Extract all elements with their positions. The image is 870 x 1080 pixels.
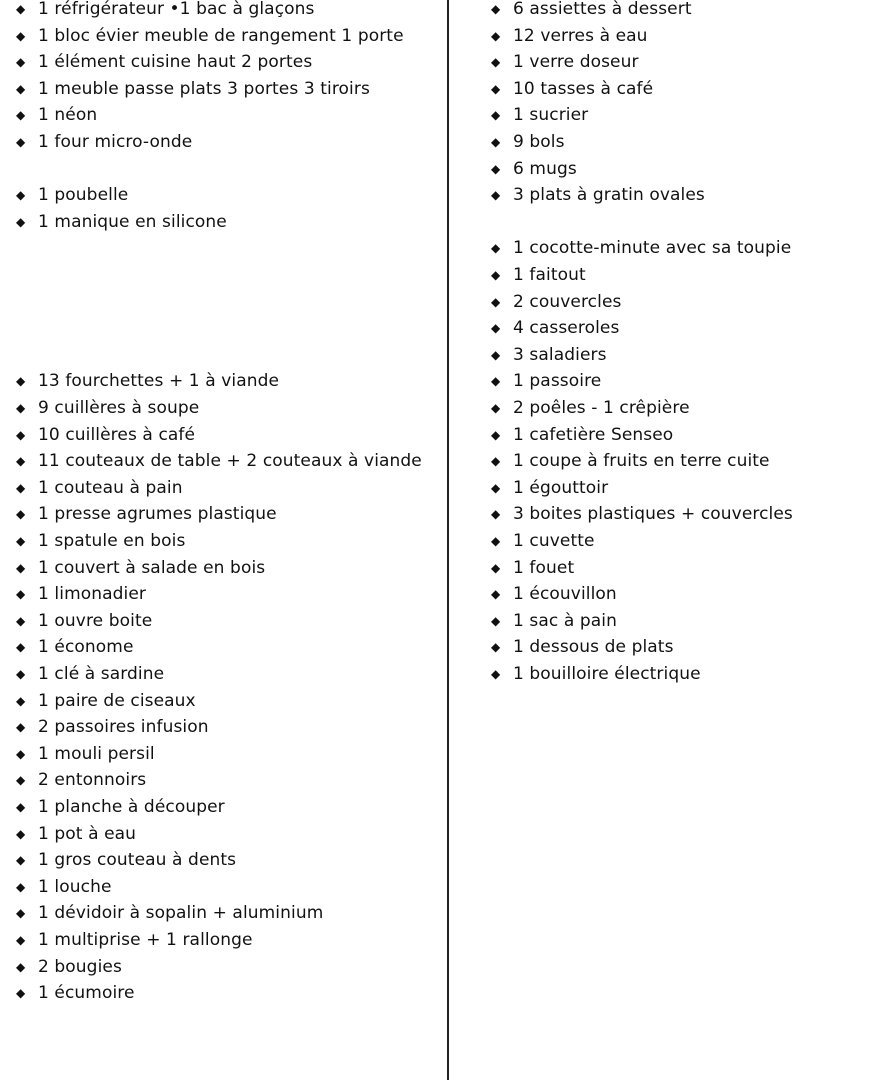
bullet-icon: ◆ <box>16 879 26 894</box>
list-item <box>16 52 312 78</box>
item-text: 1 fouet <box>513 557 575 578</box>
item-text: 12 verres à eau <box>513 25 648 46</box>
list-item <box>16 425 195 451</box>
list-item <box>16 79 370 105</box>
list-item <box>491 531 595 557</box>
column-divider <box>447 0 449 1080</box>
list-item <box>16 611 152 637</box>
list-item <box>16 930 253 956</box>
item-text: 1 limonadier <box>38 584 146 605</box>
bullet-icon: ◆ <box>16 374 26 389</box>
item-text: 2 bougies <box>38 956 122 977</box>
item-text: 6 assiettes à dessert <box>513 0 692 19</box>
list-item <box>491 425 673 451</box>
bullet-icon: ◆ <box>16 55 26 70</box>
item-text: 2 entonnoirs <box>38 770 147 791</box>
item-text: 1 cuvette <box>513 531 595 551</box>
list-item <box>491 558 574 584</box>
item-text: 1 spatule en bois <box>38 531 186 551</box>
list-item <box>491 398 690 424</box>
item-text: 1 coupe à fruits en terre cuite <box>513 451 770 472</box>
item-text: 1 multiprise + 1 rallonge <box>38 930 253 950</box>
bullet-icon: ◆ <box>16 188 26 203</box>
list-item <box>491 637 674 663</box>
item-text: 1 poubelle <box>38 185 129 206</box>
item-text: 10 tasses à café <box>513 78 654 99</box>
list-item <box>491 159 577 185</box>
list-item <box>16 770 146 796</box>
bullet-icon: ◆ <box>16 81 26 96</box>
bullet-icon: ◆ <box>491 613 501 628</box>
list-item <box>491 584 617 610</box>
item-text: 9 cuillères à soupe <box>38 398 200 418</box>
bullet-icon: ◆ <box>16 826 26 841</box>
item-text: 1 manique en silicone <box>38 211 227 232</box>
bullet-icon: ◆ <box>16 773 26 788</box>
bullet-icon: ◆ <box>16 2 26 16</box>
item-text: 1 néon <box>38 105 98 126</box>
item-text: 2 passoires infusion <box>38 717 209 738</box>
list-item <box>16 717 209 743</box>
bullet-icon: ◆ <box>16 667 26 681</box>
bullet-icon: ◆ <box>491 108 501 123</box>
list-item <box>16 983 135 1009</box>
list-item <box>16 691 196 717</box>
list-item <box>491 52 639 78</box>
item-text: 1 couteau à pain <box>38 477 183 498</box>
bullet-icon: ◆ <box>16 480 26 495</box>
list-item <box>491 105 588 131</box>
bullet-icon: ◆ <box>16 108 26 123</box>
list-item <box>16 903 323 929</box>
item-text: 1 four micro-onde <box>38 132 193 152</box>
list-item <box>491 292 621 318</box>
bullet-icon: ◆ <box>491 55 501 70</box>
bullet-icon: ◆ <box>16 135 26 149</box>
bullet-icon: ◆ <box>491 188 501 203</box>
list-item <box>16 26 404 52</box>
bullet-icon: ◆ <box>16 454 26 469</box>
bullet-icon: ◆ <box>16 613 26 628</box>
item-text: 1 élément cuisine haut 2 portes <box>38 52 313 73</box>
bullet-icon: ◆ <box>16 959 26 974</box>
item-text: 1 économe <box>38 637 134 658</box>
item-text: 1 égouttoir <box>513 477 609 498</box>
list-item <box>16 744 155 770</box>
bullet-icon: ◆ <box>16 986 26 1001</box>
item-text: 1 planche à découper <box>38 797 225 817</box>
item-text: 10 cuillères à café <box>38 424 196 445</box>
bullet-icon: ◆ <box>16 587 26 602</box>
list-item <box>491 345 607 371</box>
bullet-icon: ◆ <box>491 347 501 362</box>
bullet-icon: ◆ <box>491 480 501 495</box>
list-item <box>491 611 617 637</box>
list-item <box>16 531 185 557</box>
list-item <box>491 451 770 477</box>
bullet-icon: ◆ <box>491 560 501 575</box>
list-item <box>491 26 648 52</box>
list-item <box>16 504 277 530</box>
bullet-icon: ◆ <box>491 401 501 415</box>
bullet-icon: ◆ <box>16 534 26 548</box>
list-item <box>16 850 236 876</box>
item-text: 1 cafetière Senseo <box>513 424 674 445</box>
item-text: 1 paire de ciseaux <box>38 690 196 711</box>
bullet-icon: ◆ <box>16 933 26 947</box>
bullet-icon: ◆ <box>491 374 501 389</box>
item-text: 4 casseroles <box>513 318 620 339</box>
bullet-icon: ◆ <box>16 906 26 921</box>
bullet-icon: ◆ <box>491 81 501 96</box>
bullet-icon: ◆ <box>491 28 501 43</box>
list-item <box>16 584 146 610</box>
item-text: 1 dessous de plats <box>513 637 674 658</box>
list-item <box>16 185 128 211</box>
list-item <box>16 132 192 158</box>
bullet-icon: ◆ <box>491 587 501 602</box>
item-text: 1 clé à sardine <box>38 664 165 684</box>
bullet-icon: ◆ <box>491 454 501 469</box>
bullet-icon: ◆ <box>16 214 26 229</box>
bullet-icon: ◆ <box>491 2 501 16</box>
item-text: 3 boites plastiques + couvercles <box>513 504 793 525</box>
bullet-icon: ◆ <box>491 427 501 442</box>
bullet-icon: ◆ <box>491 507 501 522</box>
item-text: 1 dévidoir à sopalin + aluminium <box>38 903 324 924</box>
item-text: 1 louche <box>38 876 112 897</box>
bullet-icon: ◆ <box>16 560 26 575</box>
list-item <box>16 0 314 25</box>
bullet-icon: ◆ <box>491 534 501 548</box>
bullet-icon: ◆ <box>491 321 501 336</box>
list-item <box>491 371 601 397</box>
bullet-icon: ◆ <box>491 268 501 282</box>
item-text: 6 mugs <box>513 158 577 179</box>
item-text: 1 réfrigérateur •1 bac à glaçons <box>38 0 315 19</box>
list-item <box>16 212 227 238</box>
item-text: 2 poêles - 1 crêpière <box>513 398 690 418</box>
item-text: 9 bols <box>513 132 565 152</box>
item-text: 1 gros couteau à dents <box>38 850 237 871</box>
list-item <box>16 478 183 504</box>
bullet-icon: ◆ <box>16 507 26 522</box>
bullet-icon: ◆ <box>491 667 501 681</box>
list-item <box>16 877 112 903</box>
list-item <box>16 398 199 424</box>
list-item <box>491 0 692 25</box>
item-text: 1 meuble passe plats 3 portes 3 tiroirs <box>38 78 370 99</box>
bullet-icon: ◆ <box>16 693 26 708</box>
item-text: 1 cocotte-minute avec sa toupie <box>513 238 792 259</box>
list-item <box>491 265 586 291</box>
bullet-icon: ◆ <box>16 746 26 761</box>
item-text: 1 bouilloire électrique <box>513 664 701 684</box>
list-item <box>16 797 225 823</box>
list-item <box>16 957 122 983</box>
item-text: 1 sucrier <box>513 105 589 126</box>
bullet-icon: ◆ <box>16 720 26 735</box>
item-text: 1 mouli persil <box>38 743 155 764</box>
list-item <box>491 478 608 504</box>
bullet-icon: ◆ <box>16 401 26 415</box>
item-text: 1 bloc évier meuble de rangement 1 porte <box>38 25 404 46</box>
list-item <box>491 318 619 344</box>
list-item <box>16 558 265 584</box>
item-text: 3 plats à gratin ovales <box>513 185 705 206</box>
bullet-icon: ◆ <box>491 161 501 176</box>
bullet-icon: ◆ <box>16 640 26 655</box>
bullet-icon: ◆ <box>491 640 501 655</box>
item-text: 2 couvercles <box>513 291 622 312</box>
item-text: 1 sac à pain <box>513 610 617 631</box>
list-item <box>16 637 134 663</box>
item-text: 13 fourchettes + 1 à viande <box>38 371 280 392</box>
item-text: 1 couvert à salade en bois <box>38 557 266 578</box>
list-item <box>491 132 565 158</box>
list-item <box>491 185 705 211</box>
list-item <box>16 105 97 131</box>
list-item <box>491 504 793 530</box>
list-item <box>16 451 422 477</box>
list-item <box>16 371 279 397</box>
item-text: 1 presse agrumes plastique <box>38 504 277 525</box>
item-text: 1 écouvillon <box>513 584 617 605</box>
item-text: 1 passoire <box>513 371 602 392</box>
list-item <box>16 664 164 690</box>
list-item <box>491 238 791 264</box>
bullet-icon: ◆ <box>491 294 501 309</box>
list-item <box>491 664 701 690</box>
item-text: 1 faitout <box>513 265 586 285</box>
item-text: 3 saladiers <box>513 344 607 365</box>
item-text: 1 écumoire <box>38 983 135 1004</box>
bullet-icon: ◆ <box>16 28 26 43</box>
item-text: 1 ouvre boite <box>38 610 153 631</box>
bullet-icon: ◆ <box>16 853 26 868</box>
bullet-icon: ◆ <box>16 427 26 442</box>
list-item <box>491 79 653 105</box>
item-text: 1 pot à eau <box>38 823 137 844</box>
item-text: 11 couteaux de table + 2 couteaux à viande <box>38 451 422 472</box>
list-item <box>16 824 136 850</box>
bullet-icon: ◆ <box>491 241 501 256</box>
bullet-icon: ◆ <box>16 800 26 814</box>
bullet-icon: ◆ <box>491 135 501 149</box>
item-text: 1 verre doseur <box>513 52 639 73</box>
